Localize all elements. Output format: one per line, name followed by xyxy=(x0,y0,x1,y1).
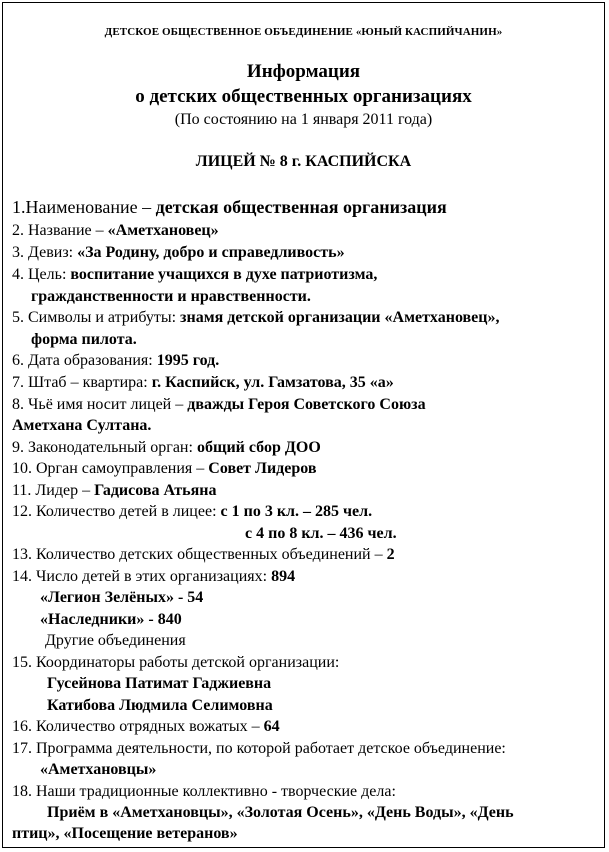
item-14-label: 14. Число детей в этих организациях: xyxy=(12,568,272,585)
organization-other: Другие объединения xyxy=(45,632,186,649)
coordinator-2-name: Катибова Людмила Селимовна xyxy=(47,697,273,714)
item-8-label: 8. Чьё имя носит лицей – xyxy=(12,396,188,413)
item-14-sub-1 xyxy=(40,587,600,608)
item-10-value: Совет Лидеров xyxy=(208,460,317,477)
item-17 xyxy=(12,738,600,759)
item-13-label: 13. Количество детских общественных объединений – xyxy=(12,546,387,563)
item-7-label: 7. Штаб – квартира: xyxy=(12,374,152,391)
document-subtitle: (По состоянию на 1 января 2011 года) xyxy=(174,111,433,128)
item-18-continued-2 xyxy=(12,823,600,844)
item-14-sub-3 xyxy=(45,630,600,651)
item-9-label: 9. Законодательный орган: xyxy=(12,439,197,456)
item-4-value-line2: гражданственности и нравственности. xyxy=(31,288,311,305)
item-8 xyxy=(12,394,600,415)
item-1-value: детская общественная организация xyxy=(155,197,447,217)
item-13 xyxy=(12,544,600,565)
item-18 xyxy=(12,781,600,802)
item-3 xyxy=(12,242,600,263)
item-8-value: дважды Героя Советского Союза xyxy=(187,396,426,413)
item-2 xyxy=(12,220,600,241)
item-3-value: «За Родину, добро и справедливость» xyxy=(77,244,345,261)
item-7 xyxy=(12,372,600,393)
item-11-label: 11. Лидер – xyxy=(12,482,95,499)
item-4 xyxy=(12,264,600,285)
organization-legion: «Легион Зелёных» - 54 xyxy=(40,589,204,606)
item-10-label: 10. Орган самоуправления – xyxy=(12,460,209,477)
item-16 xyxy=(12,716,600,737)
school-name: ЛИЦЕЙ № 8 г. КАСПИЙСКА xyxy=(195,153,412,170)
item-12-label: 12. Количество детей в лицее: xyxy=(12,503,221,520)
item-18-value: Приём в «Аметхановцы», «Золотая Осень», «День Воды», «День xyxy=(47,804,514,821)
item-17-value: «Аметхановцы» xyxy=(40,761,157,778)
item-9 xyxy=(12,437,600,458)
item-5-continued xyxy=(31,329,600,350)
item-14-value: 894 xyxy=(271,568,296,585)
item-9-value: общий сбор ДОО xyxy=(196,439,321,456)
item-12 xyxy=(12,501,600,522)
item-4-label: 4. Цель: xyxy=(12,266,71,283)
item-8-continued xyxy=(12,415,600,436)
item-5-value-line2: форма пилота. xyxy=(31,331,137,348)
item-5-value: знамя детской организации «Аметхановец», xyxy=(180,309,500,326)
coordinator-1-name: Гусейнова Патимат Гаджиевна xyxy=(47,675,272,692)
item-1-label: 1.Наименование – xyxy=(12,197,156,217)
item-11 xyxy=(12,480,600,501)
item-15 xyxy=(12,652,600,673)
item-4-value: воспитание учащихся в духе патриотизма, xyxy=(70,266,378,283)
coordinator-2 xyxy=(47,695,600,716)
item-11-value: Гадисова Атьяна xyxy=(94,482,217,499)
item-17-label: 17. Программа деятельности, по которой работает детское объединение: xyxy=(12,740,506,757)
item-10 xyxy=(12,458,600,479)
item-8-value-line2: Аметхана Султана. xyxy=(12,417,152,434)
item-6-label: 6. Дата образования: xyxy=(12,352,157,369)
item-14-sub-2 xyxy=(40,609,600,630)
item-12-value-line2: с 4 по 8 кл. – 436 чел. xyxy=(245,525,397,542)
item-4-continued xyxy=(31,286,600,307)
item-18-continued xyxy=(47,802,600,823)
item-12-continued xyxy=(245,523,600,544)
item-1 xyxy=(12,197,600,219)
item-6 xyxy=(12,350,600,371)
item-16-value: 64 xyxy=(263,718,280,735)
item-13-value: 2 xyxy=(386,546,395,563)
organization-header: ДЕТСКОЕ ОБЩЕСТВЕННОЕ ОБЪЕДИНЕНИЕ «ЮНЫЙ КАСПИЙЧАНИН» xyxy=(104,26,503,38)
item-6-value: 1995 год. xyxy=(156,352,220,369)
item-18-label: 18. Наши традиционные коллективно - творческие дела: xyxy=(12,783,396,800)
item-15-label: 15. Координаторы работы детской организации: xyxy=(12,654,340,671)
item-7-value: г. Каспийск, ул. Гамзатова, 35 «а» xyxy=(151,374,394,391)
item-14 xyxy=(12,566,600,587)
item-18-value-line2: птиц», «Посещение ветеранов» xyxy=(12,825,238,842)
item-12-value: с 1 по 3 кл. – 285 чел. xyxy=(220,503,373,520)
document-title-line2: о детских общественных организациях xyxy=(135,86,472,107)
coordinator-1 xyxy=(47,673,600,694)
item-5 xyxy=(12,307,600,328)
item-16-label: 16. Количество отрядных вожатых – xyxy=(12,718,264,735)
item-17-continued xyxy=(40,759,600,780)
organization-nasledniki: «Наследники» - 840 xyxy=(40,611,182,628)
item-2-value: «Аметхановец» xyxy=(107,222,219,239)
item-3-label: 3. Девиз: xyxy=(12,244,78,261)
document-title: Информация xyxy=(246,61,361,82)
item-5-label: 5. Символы и атрибуты: xyxy=(12,309,181,326)
item-2-label: 2. Название – xyxy=(12,222,108,239)
document-page xyxy=(2,2,605,848)
